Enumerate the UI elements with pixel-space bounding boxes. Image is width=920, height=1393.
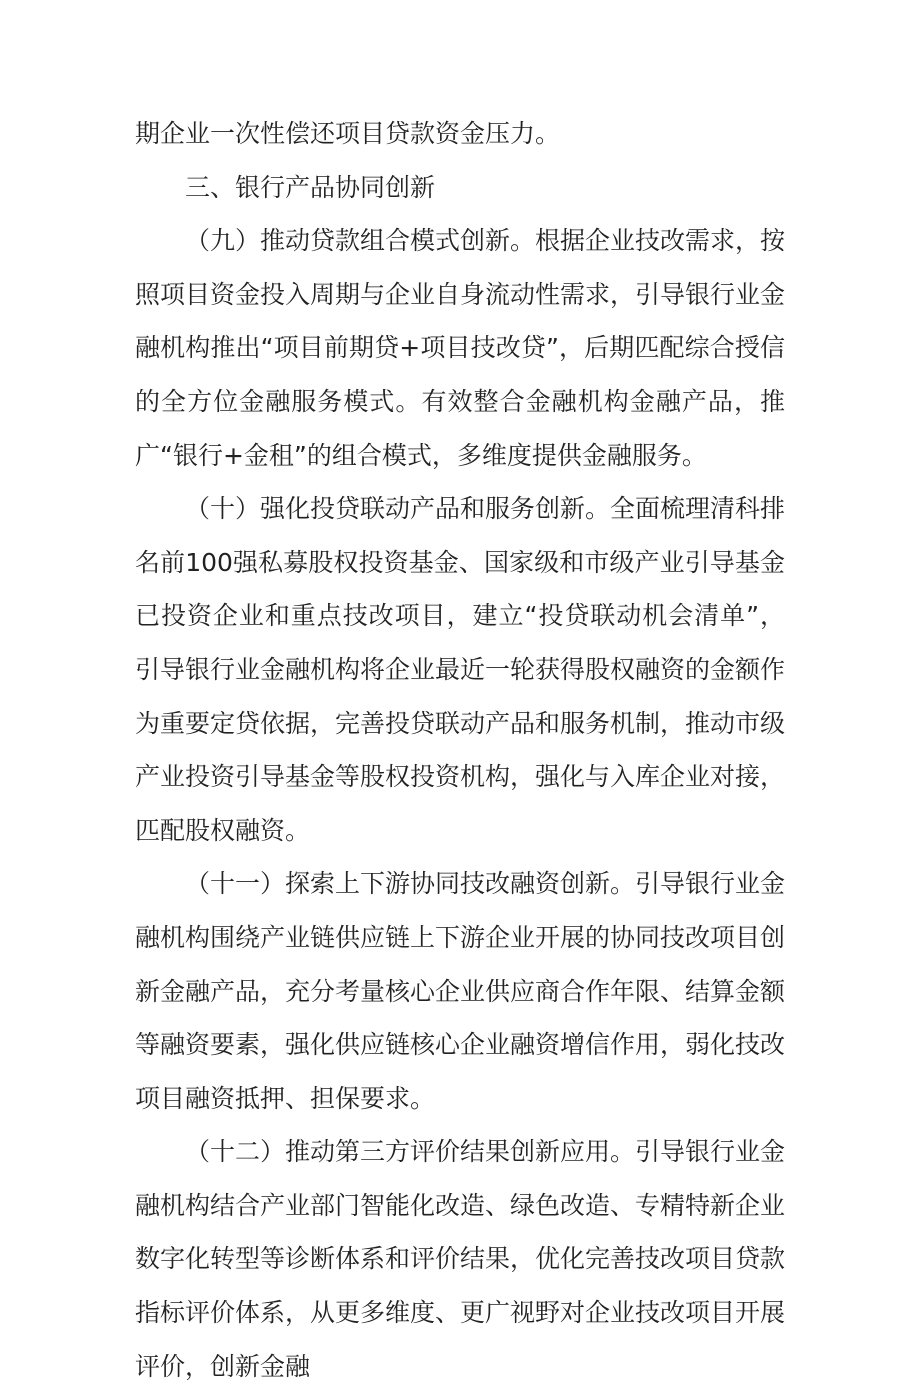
paragraph-10: （十）强化投贷联动产品和服务创新。全面梳理清科排名前100强私募股权投资基金、国家级和市级产业引导基金已投资企业和重点技改项目，建立“投贷联动机会清单”，引导银行业金融机构将企业最近一轮获得股权融资的金额作为重要定贷依据，完善投贷联动产品和服务机制，推动市级产业投资引导基金等股权投资机构，强化与入库企业对接，匹配股权融资。 [135, 494, 786, 845]
section-heading: 三、银行产品协同创新 [185, 172, 436, 202]
paragraph-9: （九）推动贷款组合模式创新。根据企业技改需求，按照项目资金投入周期与企业自身流动性需求，引导银行业金融机构推出“项目前期贷+项目技改贷”，后期匹配综合授信的全方位金融服务模式。有效整合金融机构金融产品，推广“银行+金租”的组合模式，多维度提供金融服务。 [135, 226, 786, 470]
paragraph-12: （十二）推动第三方评价结果创新应用。引导银行业金融机构结合产业部门智能化改造、绿色改造、专精特新企业数字化转型等诊断体系和评价结果，优化完善技改项目贷款指标评价体系，从更多维度、更广视野对企业技改项目开展评价，创新金融 [135, 1137, 786, 1381]
paragraph-11: （十一）探索上下游协同技改融资创新。引导银行业金融机构围绕产业链供应链上下游企业开展的协同技改项目创新金融产品，充分考量核心企业供应商合作年限、结算金额等融资要素，强化供应链核心企业融资增信作用，弱化技改项目融资抵押、担保要求。 [135, 869, 786, 1113]
continuation-paragraph: 期企业一次性偿还项目贷款资金压力。 [135, 119, 561, 148]
document-body [135, 107, 785, 1393]
